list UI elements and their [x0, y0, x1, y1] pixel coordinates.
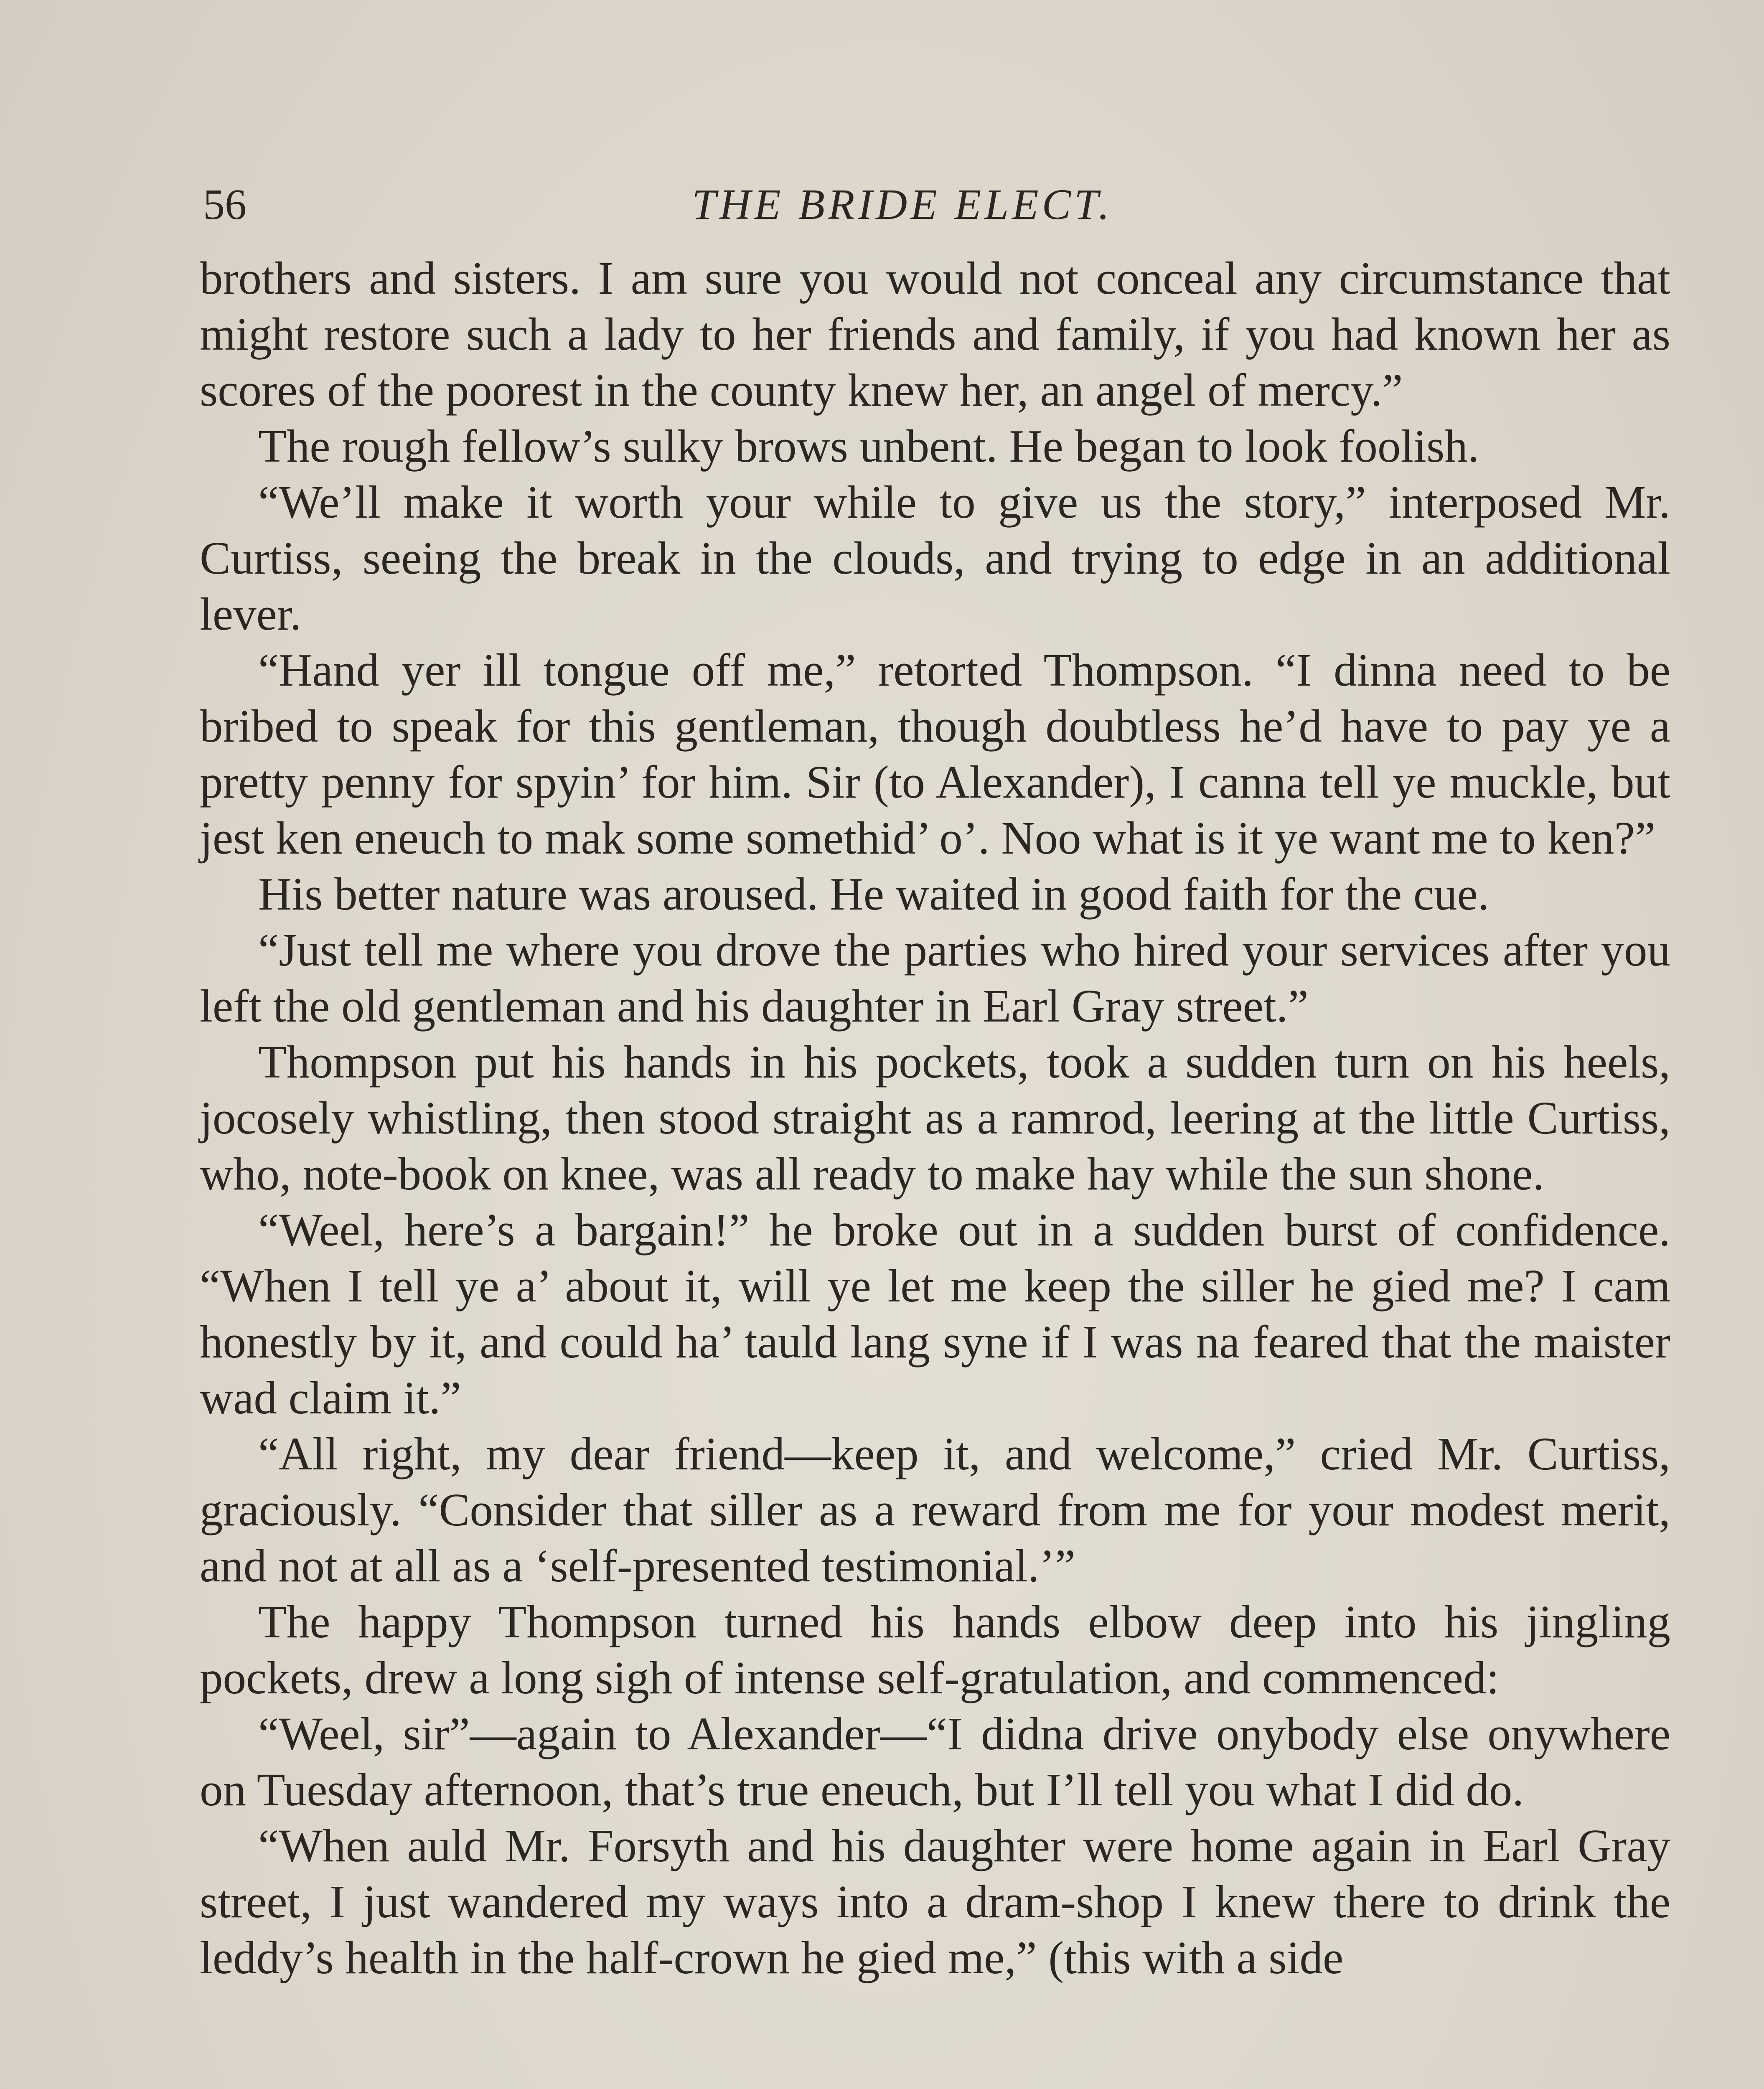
paragraph: His better nature was aroused. He waited in good faith for the cue. — [258, 869, 1489, 920]
paragraph: Thompson put his hands in his pockets, took a sudden turn on his heels, jocosely whistling, then stood straight as a ramrod, leering at the little Curtiss, who, note-book on knee, was all ready to make hay while the sun shone. — [200, 1037, 1670, 1200]
paragraph: brothers and sisters. I am sure you would not conceal any circumstance that might restore such a lady to her friends and family, if you had known her as scores of the poorest in the county knew her, an angel of mercy.” — [200, 253, 1670, 416]
paragraph: The happy Thompson turned his hands elbow deep into his jingling pockets, drew a long sigh of intense self-gratulation, and commenced: — [200, 1596, 1670, 1704]
running-title: THE BRIDE ELECT. — [692, 180, 1113, 229]
paragraph: “Hand yer ill tongue off me,” retorted Thompson. “I dinna need to be bribed to speak for this gentleman, though doubtless he’d have to pay ye a pretty penny for spyin’ for him. Sir (to Alexander), I canna tell ye muckle, but jest ken eneuch to mak some somethid’ o’. Noo what is it ye want me to ken?” — [200, 645, 1670, 864]
page-header — [203, 175, 1665, 234]
body-text — [200, 251, 1670, 1986]
paragraph: “When auld Mr. Forsyth and his daughter were home again in Earl Gray street, I just wandered my ways into a dram-shop I knew there to drink the leddy’s health in the half-crown he gied me,” (this with a side — [200, 1820, 1670, 1984]
paragraph: “We’ll make it worth your while to give us the story,” interposed Mr. Curtiss, seeing the break in the clouds, and trying to edge in an additional lever. — [200, 477, 1670, 640]
paragraph: “Weel, here’s a bargain!” he broke out in a sudden burst of confidence. “When I tell ye a’ about it, will ye let me keep the siller he gied me? I cam honestly by it, and could ha’ tauld lang syne if I was na feared that the maister wad claim it.” — [200, 1205, 1670, 1424]
paragraph: “Just tell me where you drove the parties who hired your services after you left the old gentleman and his daughter in Earl Gray street.” — [200, 925, 1670, 1032]
paragraph: “All right, my dear friend—keep it, and welcome,” cried Mr. Curtiss, graciously. “Consider that siller as a reward from me for your modest merit, and not at all as a ‘self-presented testimonial.’” — [200, 1428, 1670, 1592]
page-number: 56 — [203, 180, 247, 229]
paragraph: The rough fellow’s sulky brows unbent. He began to look foolish. — [258, 421, 1479, 472]
paragraph: “Weel, sir”—again to Alexander—“I didna drive onybody else onywhere on Tuesday afternoon, that’s true eneuch, but I’ll tell you what I did do. — [200, 1708, 1670, 1816]
